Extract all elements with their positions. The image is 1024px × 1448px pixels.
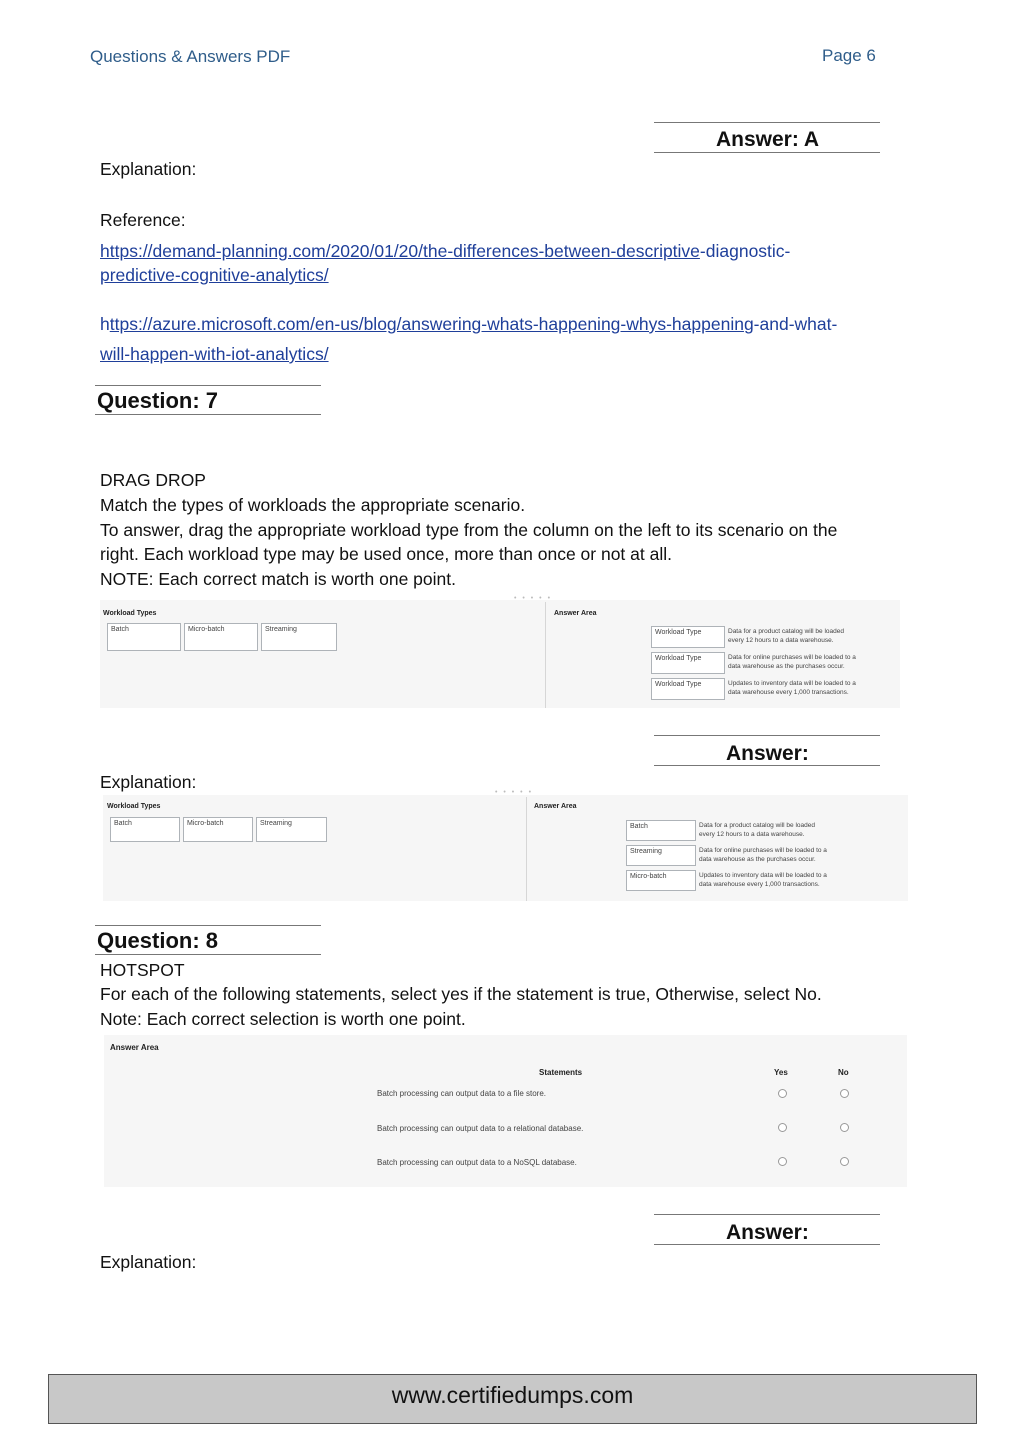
statement-3: Batch processing can output data to a NoSQL database. — [377, 1158, 577, 1167]
workload-types-title: Workload Types — [107, 803, 161, 810]
option-streaming[interactable]: Streaming — [261, 623, 337, 651]
statement-3-no-radio[interactable] — [840, 1157, 849, 1166]
option-batch[interactable]: Batch — [107, 623, 181, 651]
target-desc-1-line-2: every 12 hours to a data warehouse. — [699, 830, 805, 838]
question-7-text-1: Match the types of workloads the appropriate scenario. — [100, 495, 526, 515]
option-batch[interactable]: Batch — [110, 817, 180, 842]
target-slot-1[interactable]: Batch — [626, 820, 696, 841]
statement-1-no-radio[interactable] — [840, 1089, 849, 1098]
question-rule-bottom — [95, 954, 321, 955]
answer-rule-bottom — [654, 1244, 880, 1245]
question-8-heading: Question: 8 — [97, 928, 219, 953]
statement-1-yes-radio[interactable] — [778, 1089, 787, 1098]
answer-rule-bottom — [654, 152, 880, 153]
target-desc-1-line-1: Data for a product catalog will be loaded — [699, 822, 815, 829]
question-7-text-3: right. Each workload type may be used once, more than once or not at all. — [100, 544, 672, 564]
reference-link-1[interactable] — [100, 239, 790, 264]
no-column-header: No — [838, 1068, 849, 1077]
target-slot-3[interactable]: Micro-batch — [626, 870, 696, 891]
question-7-type: DRAG DROP — [100, 470, 206, 490]
reference-link-2-part-b[interactable]: ttps://azure.microsoft.com/en-us/blog/answering-whats-happening-whys-happenin — [109, 314, 744, 334]
target-slot-2[interactable]: Streaming — [626, 845, 696, 866]
target-desc-2-line-1: Data for online purchases will be loaded to a — [699, 847, 827, 854]
target-desc-3-line-1: Updates to inventory data will be loaded to a — [728, 680, 856, 687]
reference-link-1-part-b[interactable]: tps://demand-planning.com/2020/01/20/the-differences-between-descriptive — [114, 241, 700, 261]
question-7-text-4: NOTE: Each correct match is worth one point. — [100, 569, 456, 589]
statement-3-yes-radio[interactable] — [778, 1157, 787, 1166]
answer-label-q8: Answer: — [726, 1221, 809, 1244]
statement-2-no-radio[interactable] — [840, 1123, 849, 1132]
question-7-text-2: To answer, drag the appropriate workload type from the column on the left to its scenario on the — [100, 520, 838, 540]
reference-label: Reference: — [100, 210, 186, 230]
target-desc-1-line-1: Data for a product catalog will be loaded — [728, 628, 844, 635]
question-8-text-1: For each of the following statements, select yes if the statement is true, Otherwise, select No. — [100, 984, 822, 1004]
reference-link-2-line-2-text[interactable]: will-happen-with-iot-analytics/ — [100, 344, 329, 364]
document-header-title: Questions & Answers PDF — [90, 47, 291, 66]
answer-area-title: Answer Area — [534, 803, 577, 810]
panel-divider — [526, 797, 527, 901]
target-desc-2 — [728, 654, 856, 671]
footer-website: www.certifiedumps.com — [48, 1374, 977, 1424]
reference-link-1-part-c[interactable]: -diagnostic- — [699, 241, 791, 261]
reference-link-1-part-a[interactable]: ht — [100, 241, 115, 261]
target-slot-1[interactable]: Workload Type — [651, 626, 725, 648]
yes-column-header: Yes — [774, 1068, 788, 1077]
reference-link-2-line-2 — [100, 342, 329, 367]
question-rule-top — [95, 385, 321, 386]
drag-drop-answer-panel — [103, 789, 908, 901]
target-desc-1 — [728, 628, 844, 645]
statements-column-header: Statements — [539, 1068, 583, 1077]
answer-label-q6: Answer: A — [716, 128, 820, 151]
question-rule-top — [95, 925, 321, 926]
option-micro-batch[interactable]: Micro-batch — [184, 623, 258, 651]
answer-area-title: Answer Area — [110, 1043, 159, 1052]
explanation-label-q8: Explanation: — [100, 1252, 197, 1272]
target-desc-2-line-1: Data for online purchases will be loaded to a — [728, 654, 856, 661]
explanation-label-q6: Explanation: — [100, 159, 197, 179]
reference-link-1-line-2-text[interactable]: predictive-cognitive-analytics/ — [100, 265, 329, 285]
statement-2-yes-radio[interactable] — [778, 1123, 787, 1132]
panel-divider — [545, 602, 546, 708]
reference-link-1-line-2 — [100, 263, 329, 288]
target-desc-1-line-2: every 12 hours to a data warehouse. — [728, 636, 834, 644]
reference-link-2-part-c[interactable]: g-and-what- — [743, 314, 838, 334]
explanation-label-q7: Explanation: — [100, 772, 197, 792]
question-rule-bottom — [95, 414, 321, 415]
target-desc-3 — [728, 680, 856, 697]
option-streaming[interactable]: Streaming — [256, 817, 327, 842]
question-8-text-2: Note: Each correct selection is worth one point. — [100, 1009, 466, 1029]
target-desc-3-line-2: data warehouse every 1,000 transactions. — [699, 880, 820, 888]
target-desc-2-line-2: data warehouse as the purchases occur. — [699, 855, 816, 863]
target-desc-2 — [699, 847, 827, 864]
drag-handle-dots: • • • • • — [495, 789, 534, 796]
reference-link-2-part-a[interactable]: h — [100, 314, 110, 334]
target-desc-3-line-1: Updates to inventory data will be loaded to a — [699, 872, 827, 879]
answer-area-title: Answer Area — [554, 610, 597, 617]
question-7-heading: Question: 7 — [97, 388, 219, 413]
target-desc-3-line-2: data warehouse every 1,000 transactions. — [728, 688, 849, 696]
target-desc-3 — [699, 872, 827, 889]
answer-rule-top — [654, 122, 880, 123]
target-slot-2[interactable]: Workload Type — [651, 652, 725, 674]
workload-types-title: Workload Types — [103, 610, 157, 617]
target-desc-2-line-2: data warehouse as the purchases occur. — [728, 662, 845, 670]
drag-handle-dots: • • • • • — [514, 595, 553, 602]
page-number: Page 6 — [822, 46, 876, 65]
statement-1: Batch processing can output data to a file store. — [377, 1089, 546, 1098]
reference-link-2[interactable] — [100, 312, 837, 337]
target-desc-1 — [699, 822, 815, 839]
answer-rule-top — [654, 735, 880, 736]
answer-rule-top — [654, 1214, 880, 1215]
answer-rule-bottom — [654, 765, 880, 766]
answer-label-q7: Answer: — [726, 742, 809, 765]
statement-2: Batch processing can output data to a relational database. — [377, 1124, 584, 1133]
target-slot-3[interactable]: Workload Type — [651, 678, 725, 700]
hotspot-panel — [104, 1035, 907, 1187]
option-micro-batch[interactable]: Micro-batch — [183, 817, 253, 842]
question-8-type: HOTSPOT — [100, 960, 185, 980]
drag-drop-question-panel — [100, 595, 900, 708]
